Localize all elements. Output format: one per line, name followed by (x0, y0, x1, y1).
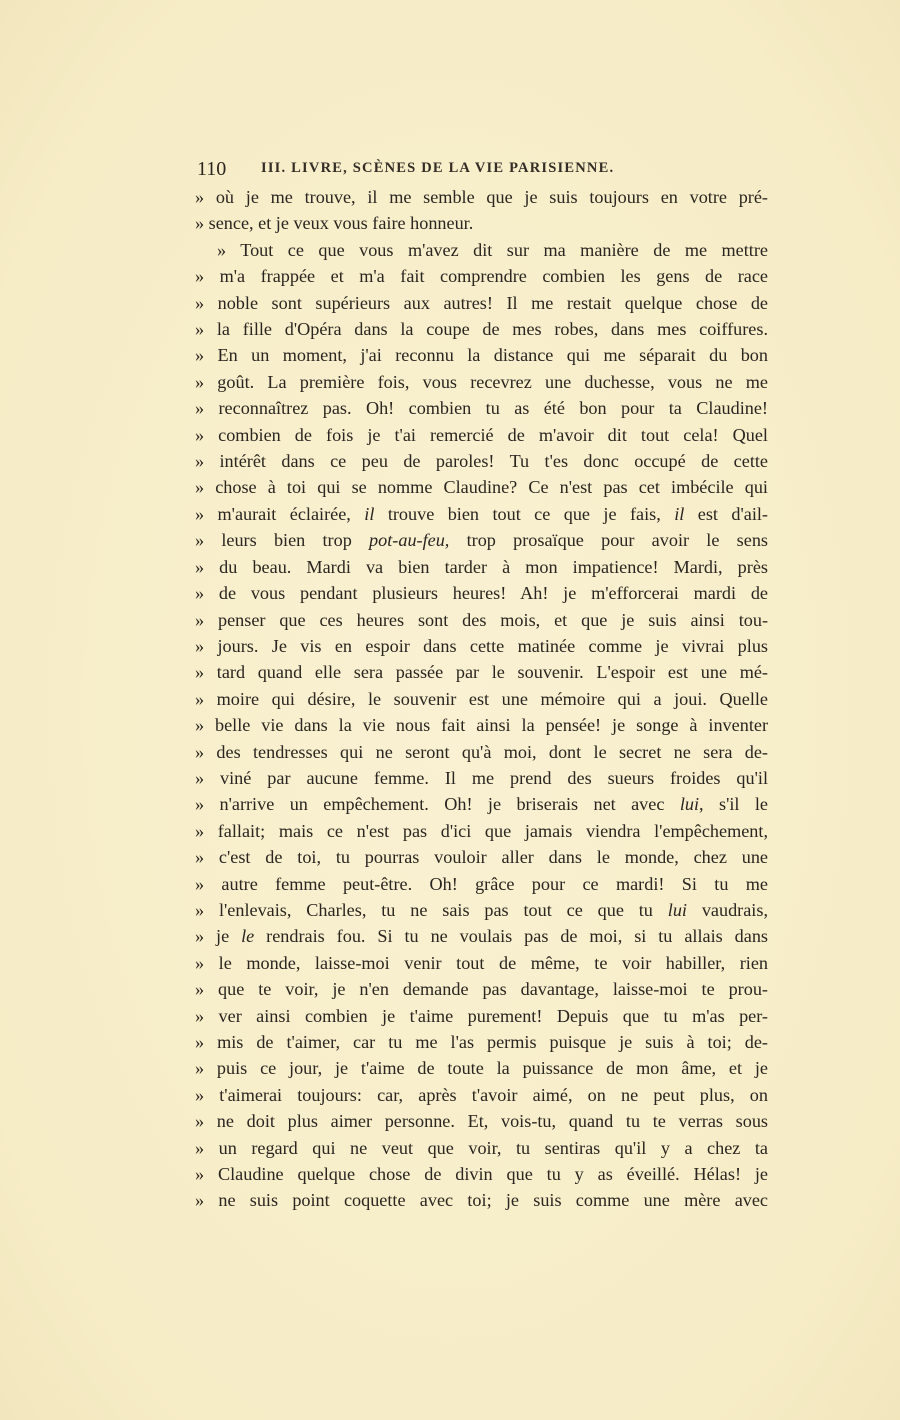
line-text: » ne suis point coquette avec toi; je suis comme une mère avec (195, 1190, 768, 1211)
line-text: trouve bien tout ce que je fais, (374, 503, 675, 524)
line-text: » noble sont supérieurs aux autres! Il me restait quelque chose de (195, 292, 768, 313)
text-line (195, 1055, 768, 1081)
line-text: » m'a frappée et m'a fait comprendre combien les gens de race (195, 266, 768, 287)
text-line (195, 659, 768, 685)
line-text: » c'est de toi, tu pourras vouloir aller dans le monde, chez une (195, 847, 768, 868)
text-line (195, 818, 768, 844)
line-text: » autre femme peut-être. Oh! grâce pour ce mardi! Si tu me (195, 873, 768, 894)
text-line (195, 871, 768, 897)
line-text: » ne doit plus aimer personne. Et, vois-tu, quand tu te verras sous (195, 1111, 768, 1132)
line-text: » intérêt dans ce peu de paroles! Tu t'es donc occupé de cette (195, 451, 768, 472)
line-text: » belle vie dans la vie nous fait ainsi la pensée! je songe à inventer (195, 715, 768, 736)
text-line (195, 369, 768, 395)
text-line (195, 1135, 768, 1161)
text-line (195, 633, 768, 659)
line-text: » n'arrive un empêchement. Oh! je briserais net avec (195, 794, 680, 815)
page-header (197, 158, 697, 182)
line-text: » goût. La première fois, vous recevrez une duchesse, vous ne me (195, 371, 768, 392)
italic-text: lui (679, 794, 700, 815)
line-text: » En un moment, j'ai reconnu la distance qui me séparait du bon (195, 345, 768, 366)
text-line (195, 765, 768, 791)
line-text: est d'ail- (684, 503, 768, 524)
line-text: » leurs bien trop (195, 530, 370, 551)
line-text: » reconnaîtrez pas. Oh! combien tu as été bon pour ta Claudine! (195, 398, 768, 419)
text-line (195, 210, 768, 236)
running-head: III. LIVRE, SCÈNES DE LA VIE PARISIENNE. (261, 160, 615, 176)
line-text: , s'il le (699, 794, 768, 815)
italic-text: il (674, 503, 685, 524)
text-line (195, 184, 768, 210)
line-text: vaudrais, (686, 899, 768, 920)
line-text: » la fille d'Opéra dans la coupe de mes robes, dans mes coiffures. (195, 319, 768, 340)
text-line (195, 844, 768, 870)
text-line (195, 395, 768, 421)
line-text: » puis ce jour, je t'aime de toute la puissance de mon âme, et je (195, 1058, 768, 1079)
text-line (195, 263, 768, 289)
text-line (195, 474, 768, 500)
line-text: » je (195, 926, 242, 947)
line-text: trop prosaïque pour avoir le sens (449, 530, 768, 551)
text-line (195, 1187, 768, 1213)
text-line (195, 316, 768, 342)
line-text: » fallait; mais ce n'est pas d'ici que jamais viendra l'empêchement, (195, 820, 768, 841)
line-text: » chose à toi qui se nomme Claudine? Ce n'est pas cet imbécile qui (195, 477, 768, 498)
text-line (195, 342, 768, 368)
line-text: » viné par aucune femme. Il me prend des sueurs froides qu'il (195, 767, 768, 788)
text-line (195, 686, 768, 712)
text-line (195, 950, 768, 976)
line-text: » jours. Je vis en espoir dans cette matinée comme je vivrai plus (195, 635, 768, 656)
line-text: » Tout ce que vous m'avez dit sur ma manière de me mettre (217, 239, 768, 260)
text-line (195, 923, 768, 949)
page-number: 110 (197, 158, 227, 180)
italic-text: lui (667, 899, 687, 920)
line-text: » sence, et je veux vous faire honneur. (195, 213, 474, 234)
text-line (195, 1029, 768, 1055)
line-text: » t'aimerai toujours: car, après t'avoir aimé, on ne peut plus, on (195, 1084, 768, 1105)
text-line (195, 1082, 768, 1108)
text-line (195, 791, 768, 817)
text-line (195, 1003, 768, 1029)
line-text: » Claudine quelque chose de divin que tu y as éveillé. Hélas! je (195, 1164, 768, 1185)
text-line (195, 739, 768, 765)
text-line (195, 527, 768, 553)
line-text: » des tendresses qui ne seront qu'à moi, dont le secret ne sera de- (195, 741, 768, 762)
text-line (195, 501, 768, 527)
text-line (195, 712, 768, 738)
italic-text: pot-au-feu, (369, 530, 450, 551)
page-body-text (195, 184, 768, 1214)
line-text: » le monde, laisse-moi venir tout de même, te voir habiller, rien (195, 952, 768, 973)
text-line (195, 976, 768, 1002)
line-text: rendrais fou. Si tu ne voulais pas de moi, si tu allais dans (254, 926, 768, 947)
text-line (195, 897, 768, 923)
text-line (195, 290, 768, 316)
text-line (195, 607, 768, 633)
line-text: » ver ainsi combien je t'aime purement! Depuis que tu m'as per- (195, 1005, 768, 1026)
line-text: » que te voir, je n'en demande pas davantage, laisse-moi te prou- (195, 979, 768, 1000)
text-line (195, 1108, 768, 1134)
line-text: » du beau. Mardi va bien tarder à mon impatience! Mardi, près (195, 556, 768, 577)
line-text: » où je me trouve, il me semble que je suis toujours en votre pré- (195, 187, 768, 207)
text-line (195, 1161, 768, 1187)
italic-text: le (241, 926, 255, 947)
text-line (195, 422, 768, 448)
text-line (195, 448, 768, 474)
line-text: » mis de t'aimer, car tu me l'as permis puisque je suis à toi; de- (195, 1032, 768, 1052)
line-text: » penser que ces heures sont des mois, et que je suis ainsi tou- (195, 609, 768, 630)
line-text: » un regard qui ne veut que voir, tu sentiras qu'il y a chez ta (195, 1137, 768, 1158)
text-line (195, 554, 768, 580)
line-text: » m'aurait éclairée, (195, 503, 365, 524)
line-text: » moire qui désire, le souvenir est une mémoire qui a joui. Quelle (195, 688, 768, 709)
line-text: » l'enlevais, Charles, tu ne sais pas tout ce que tu (195, 899, 668, 920)
line-text: » combien de fois je t'ai remercié de m'avoir dit tout cela! Quel (195, 424, 768, 445)
line-text: » tard quand elle sera passée par le souvenir. L'espoir est une mé- (195, 662, 768, 683)
text-line (195, 237, 768, 263)
italic-text: il (364, 503, 375, 524)
text-line (195, 580, 768, 606)
line-text: » de vous pendant plusieurs heures! Ah! je m'efforcerai mardi de (195, 583, 768, 604)
